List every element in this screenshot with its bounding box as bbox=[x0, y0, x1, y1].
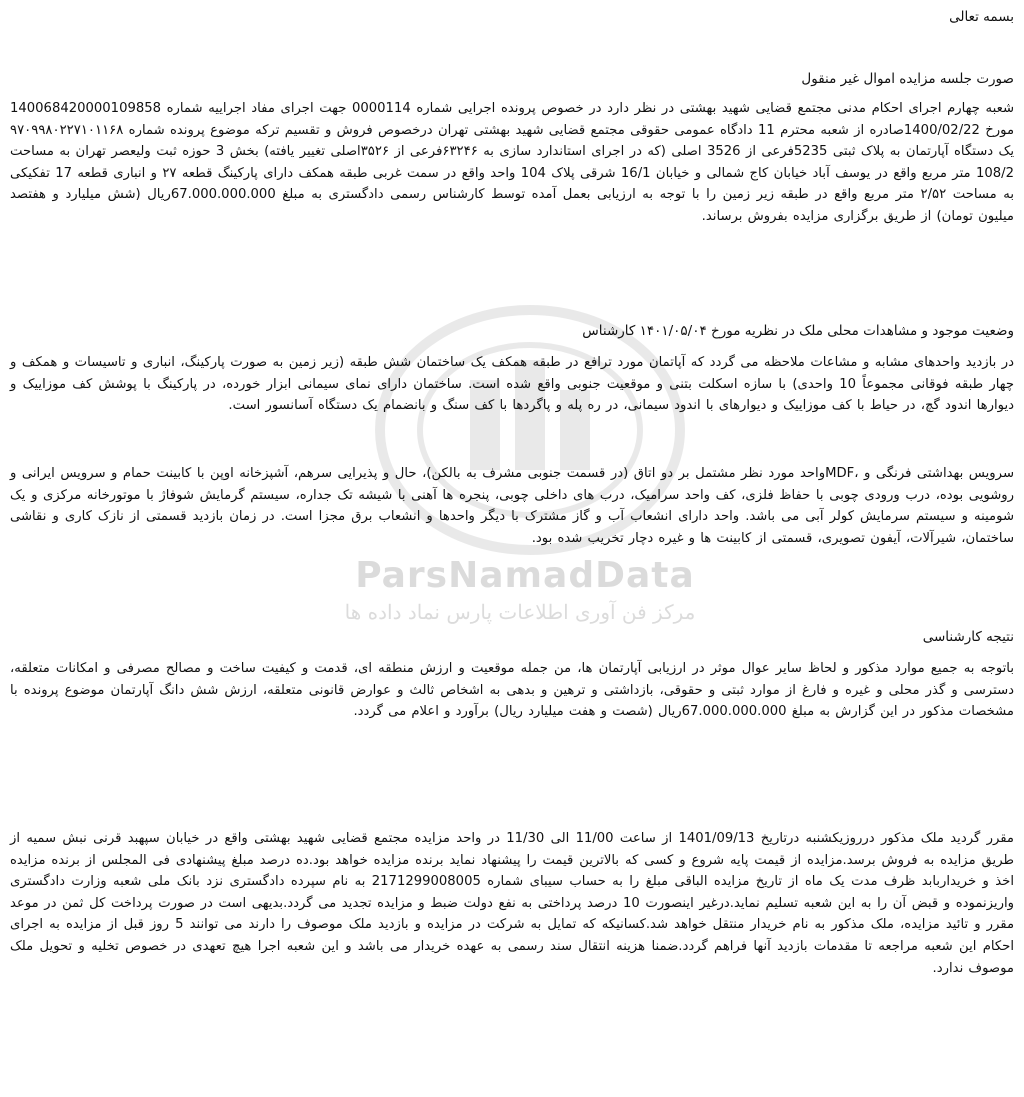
status-heading: وضعیت موجود و مشاهدات محلی ملک در نظریه مورخ ۱۴۰۱/۰۵/۰۴ کارشناس bbox=[582, 323, 1014, 339]
auction-paragraph: مقرر گردید ملک مذکور درروزیکشنبه درتاریخ 1401/09/13 از ساعت 11/00 الی 11/30 در واحد مزایده مجتمع قضایی شهید بهشتی واقع در خیابان سپهبد قرنی نبش سمیه از طریق مزایده به فروش برسد.مزایده از قیمت پایه شروع و کسی که بالاترین قیمت را پیشنهاد نماید برنده مزایده خواهد بود.ده درصد مبلغ پیشنهادی فی المجلس از برنده مزایده اخذ و خریداربابد ظرف مدت یک ماه از تاریخ مزایده الباقی مبلغ را به حساب سیبای شماره 2171299008005 به نام سپرده دادگستری نزد بانک ملی شعبه وزارت دادگستری واریزنموده و قبض آن را به این شعبه تسلیم نماید.درغیر اینصورت 10 درصد پرداختی به نفع دولت ضبط و مزایده تجدید می گردد.بدیهی است در صورت پرداخت کل ثمن در موعد مقرر و تائید مزایده، ملک مذکور به نام خریدار منتقل خواهد شد.کسانیکه که تمایل به شرکت در مزایده و بازدید ملک موصوف را دارند می توانند 5 روز قبل از مزایده به اجرای احکام این شعبه مراجعه تا مقدمات بازدید آنها فراهم گردد.ضمنا هزینه انتقال سند رسمی به عهده خریدار می باشد و این شعبه اجرا هیچ تعهدی در خصوص تخلیه و تحویل ملک موصوف ندارد. bbox=[10, 831, 1015, 976]
basmala: بسمه تعالی bbox=[949, 9, 1014, 25]
status-paragraph-2: سرویس بهداشتی فرنگی و ،MDFواحد مورد نظر مشتمل بر دو اتاق (در قسمت جنوبی مشرف به بالکن)، حال و پذیرایی سرهم، آشپزخانه اوپن با کابینت حمام و سرویس ایرانی و روشویی بوده، درب ورودی چوبی با حفاظ فلزی، کف واحد سرامیک، درب های داخلی چوبی، پنجره ها آهنی با شیشه تک جداره، سیستم گرمایش شوفاژ با موتورخانه مرکزی و یک شومینه و سیستم سرمایش کولر آبی می باشد. واحد دارای انشعاب آب و گاز مشترک با دیگر واحدها و انشعاب برق مجزا است. در زمان بازدید قسمتی از نازک کاری و نقاشی ساختمان، شیرآلات، آیفون تصویری، قسمتی از کابینت ها و غیره دچار تخریب شده بود. bbox=[10, 466, 1014, 546]
document-title: صورت جلسه مزایده اموال غیر منقول bbox=[801, 71, 1014, 87]
status-paragraph-1: در بازدید واحدهای مشابه و مشاعات ملاحظه می گردد که آپاتمان مورد ترافع در طبقه همکف یک ساختمان شش طبقه (زیر زمین به صورت پارکینگ، انباری و تاسیسات و همکف و چهار طبقه فوقانی مجموعاً 10 واحدی) با سازه اسکلت بتنی و موقعیت جنوبی واقع شده است. ساختمان دارای نمای سیمانی ابزار خورده، در پارکینگ با پوشش کف موزاییک و دیوارها اندود گچ، در حیاط با کف موزاییک و دیوارهای با اندود سیمانی، در ره پله و پاگردها با کف سنگ و بانضمام یک دستگاه آسانسور است. bbox=[10, 355, 1014, 414]
watermark-brand: ParsNamadData bbox=[355, 555, 695, 596]
watermark-subtitle: مرکز فن آوری اطلاعات پارس نماد داده ها bbox=[344, 600, 696, 624]
intro-paragraph: شعبه چهارم اجرای احکام مدنی مجتمع قضایی شهید بهشتی در نظر دارد در خصوص پرونده اجرایی شماره 0000114 جهت اجرای مفاد اجراییه شماره 140068420000109858 مورخ 1400/02/22صادره از شعبه محترم 11 دادگاه عمومی حقوقی مجتمع قضایی شهید بهشتی تهران درخصوص فروش و تقسیم ترکه موضوع پرونده شماره ۹۷۰۹۹۸۰۲۲۷۱۰۱۱۶۸ یک دستگاه آپارتمان به پلاک ثبتی 5235فرعی از 3526 اصلی (که در اجرای استاندارد سازی به ۶۳۲۴۶فرعی از ۳۵۲۶اصلی تغییر یافته) بخش 3 حوزه ثبت ولیعصر تهران به مساحت 108/2 متر مربع واقع در یوسف آباد خیابان کاج شمالی و خیابان 16/1 شرقی پلاک 104 واحد واقع در سمت غربی طبقه همکف دارای پارکینگ قطعه ۲۷ و انباری قطعه 17 تفکیکی به مساحت ۲/۵۲ متر مربع واقع در طبقه زیر زمین را با توجه به ارزیابی بعمل آمده توسط کارشناس رسمی دادگستری به مبلغ 67.000.000.000ریال (شش میلیارد و هفتصد میلیون تومان) از طریق برگزاری مزایده بفروش برساند. bbox=[10, 101, 1015, 224]
result-paragraph: باتوجه به جمیع موارد مذکور و لحاظ سایر عوال موثر در ارزیابی آپارتمان ها، من جمله موقعیت و ارزش منطقه ای، قدمت و کیفیت ساخت و مصالح مصرفی و امکانات متعلقه، دسترسی و گذر محلی و غیره و فارغ از موارد ثبتی و حقوقی، بازداشتی و ترهین و بدهی به اشخاص ثالث و عوارض قانونی متعلقه، ارزش شش دانگ آپارتمان موضوع پرونده با مشخصات مذکور در این گزارش به مبلغ 67.000.000.000ریال (شصت و هفت میلیارد ریال) برآورد و اعلام می گردد. bbox=[10, 661, 1014, 720]
result-heading: نتیجه کارشناسی bbox=[922, 629, 1014, 645]
